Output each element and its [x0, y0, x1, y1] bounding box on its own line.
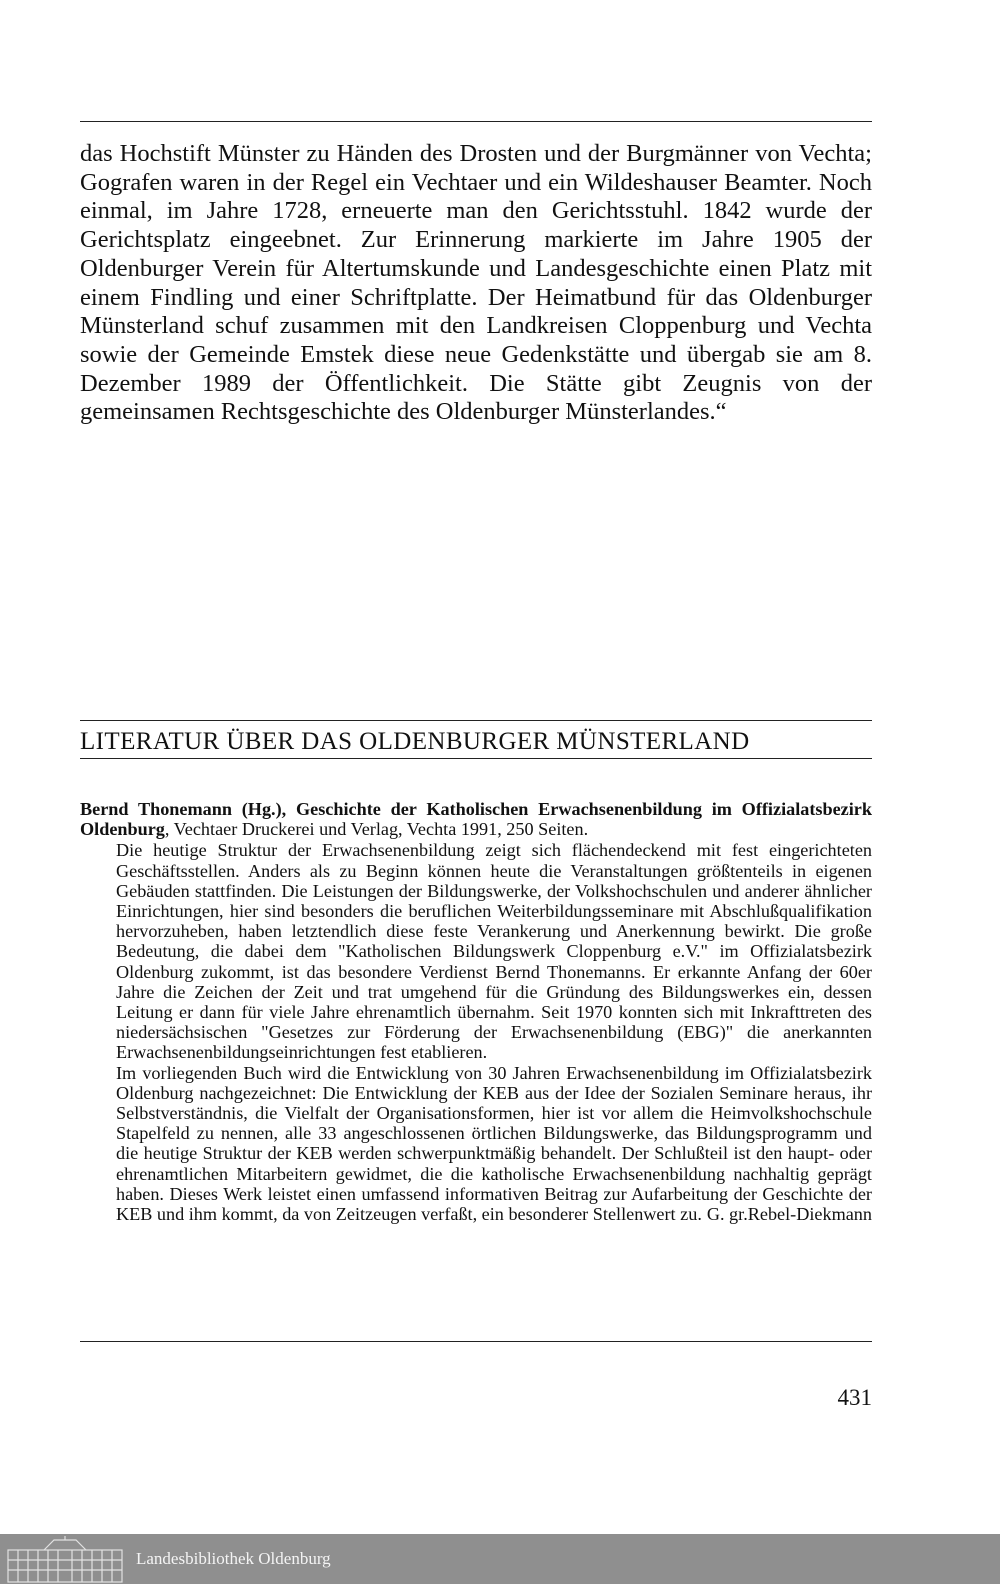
book-review — [80, 799, 872, 1224]
page-number: 431 — [837, 1385, 872, 1410]
footer-library-name: Landesbibliothek Oldenburg — [136, 1549, 331, 1568]
review-paragraph-2: Im vorliegenden Buch wird die Entwicklung von 30 Jahren Erwachsenenbildung im Offizialatsbezirk Oldenburg nachgezeichnet: Die Entwicklung der KEB aus der Idee der Sozialen Seminare heraus, ihr Selbstverständnis, die Vielfalt der Organisationsformen, hier ist vor allem die Heimvolkshochschule Stapelfeld zu nennen, alle 33 angeschlossenen örtlichen Bildungswerke, das Bildungsprogramm und die heutige Struktur der KEB werden schwerpunktmäßig behandelt. Der Schlußteil ist den haupt- oder ehrenamtlichen Mitarbeitern gewidmet, die die katholische Erwachsenenbildung nachhaltig geprägt haben. Dieses Werk leistet einen umfassend informativen Beitrag zur Aufarbeitung der Geschichte der KEB und ihm kommt, da von Zeitzeugen verfaßt, ein besonderer Stellenwert zu. — [116, 1062, 872, 1225]
review-author: G. gr.Rebel-Diekmann — [706, 1204, 872, 1225]
review-book-title: Bernd Thonemann (Hg.), Geschichte der Katholischen Erwachsenenbildung im Offizialatsbezirk Oldenburg — [80, 799, 872, 840]
review-paragraph-1: Die heutige Struktur der Erwachsenenbildung zeigt sich flächendeckend mit fest eingerichteten Geschäftsstellen. Anders als zu Beginn können heute die Veranstaltungen größtenteils in eigenen Gebäuden stattfinden. Die Leistungen der Bildungswerke, der Volkshochschulen und anderer ähnlicher Einrichtungen, hier sind besonders die beruflichen Weiterbildungsseminare mit Abschlußqualifikation hervorzuheben, haben letztendlich diese feste Verankerung und Anerkennung bewirkt. Die große Bedeutung, die dabei dem "Katholischen Bildungswerk Cloppenburg e.V." im Offizialatsbezirk Oldenburg zukommt, ist das besondere Verdienst Bernd Thonemanns. Er erkannte Anfang der 60er Jahre die Zeichen der Zeit und trat umgehend für die Gründung des Bildungswerkes ein, dessen Leitung er dann für viele Jahre ehrenamtlich übernahm. Seit 1970 konnten sich mit Inkrafttreten des niedersächsischen "Gesetzes zur Förderung der Erwachsenenbildung (EBG)" die anerkannten Erwachsenenbildungseinrichtungen fest etablieren. — [116, 840, 872, 1063]
section-title: LITERATUR ÜBER DAS OLDENBURGER MÜNSTERLAND — [80, 728, 750, 755]
library-building-icon — [4, 1534, 126, 1584]
main-paragraph: das Hochstift Münster zu Händen des Drosten und der Burgmänner von Vechta; Gografen waren in der Regel ein Vechtaer und ein Wildeshauser Beamter. Noch einmal, im Jahre 1728, erneuerte man den Gerichtsstuhl. 1842 wurde der Gerichtsplatz eingeebnet. Zur Erinnerung markierte im Jahre 1905 der Oldenburger Verein für Altertumskunde und Landesgeschichte einen Platz mit einem Findling und einer Schriftplatte. Der Heimatbund für das Oldenburger Münsterland schuf zusammen mit den Landkreisen Cloppenburg und Vechta sowie der Gemeinde Emstek diese neue Gedenkstätte und übergab sie am 8. Dezember 1989 der Öffentlichkeit. Die Stätte gibt Zeugnis von der gemeinsamen Rechtsgeschichte des Oldenburger Münsterlandes.“ — [80, 140, 872, 426]
top-rule — [80, 121, 872, 122]
footer-bar — [0, 1534, 1000, 1584]
review-bottom-rule — [80, 1341, 872, 1342]
review-citation — [80, 799, 872, 839]
section-rule-top — [80, 720, 872, 721]
section-rule-bottom — [80, 758, 872, 759]
review-publication: , Vechtaer Druckerei und Verlag, Vechta 1991, 250 Seiten. — [164, 819, 589, 840]
